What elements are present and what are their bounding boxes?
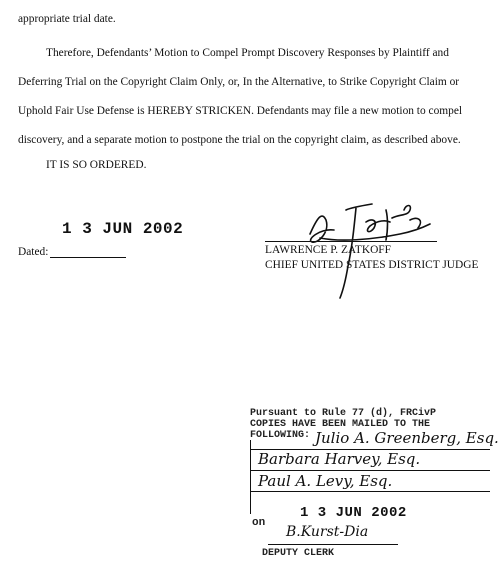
stamp-rule-line: Pursuant to Rule 77 (d), FRCivP [250,408,437,419]
stamp-copies-line: COPIES HAVE BEEN MAILED TO THE [250,419,431,430]
paragraph-line-3: Uphold Fair Use Defense is HEREBY STRICKEN. Defendants may file a new motion to compel [18,105,463,117]
recipient-3: Paul A. Levy, Esq. [258,472,393,490]
clerk-signature-line [268,544,398,545]
dated-label: Dated: [18,246,49,258]
dated-stamp: 1 3 JUN 2002 [62,220,184,238]
stamp-following-line: FOLLOWING: [250,430,311,441]
recipient-line-2 [250,470,490,471]
stamp-left-border [250,440,251,514]
paragraph-line-2: Deferring Trial on the Copyright Claim Only, or, In the Alternative, to Strike Copyright Claim or [18,76,460,88]
clerk-initials: B.Kurst-Dia [286,524,369,540]
so-ordered: IT IS SO ORDERED. [46,159,147,171]
mailing-date-stamp: 1 3 JUN 2002 [300,505,407,521]
signature-line [265,241,437,242]
judge-title: CHIEF UNITED STATES DISTRICT JUDGE [265,259,479,271]
stamp-on-label: on [252,517,266,529]
paragraph-line-1: Therefore, Defendants’ Motion to Compel Prompt Discovery Responses by Plaintiff and [46,47,449,59]
recipient-1: Julio A. Greenberg, Esq. [315,429,499,447]
top-line: appropriate trial date. [18,13,116,25]
dated-underline [50,257,126,258]
recipient-2: Barbara Harvey, Esq. [258,450,421,468]
recipient-line-3 [250,491,490,492]
judge-name: LAWRENCE P. ZATKOFF [265,244,391,256]
deputy-clerk-label: DEPUTY CLERK [262,548,335,559]
paragraph-line-4: discovery, and a separate motion to postpone the trial on the copyright claim, as described above. [18,134,461,146]
